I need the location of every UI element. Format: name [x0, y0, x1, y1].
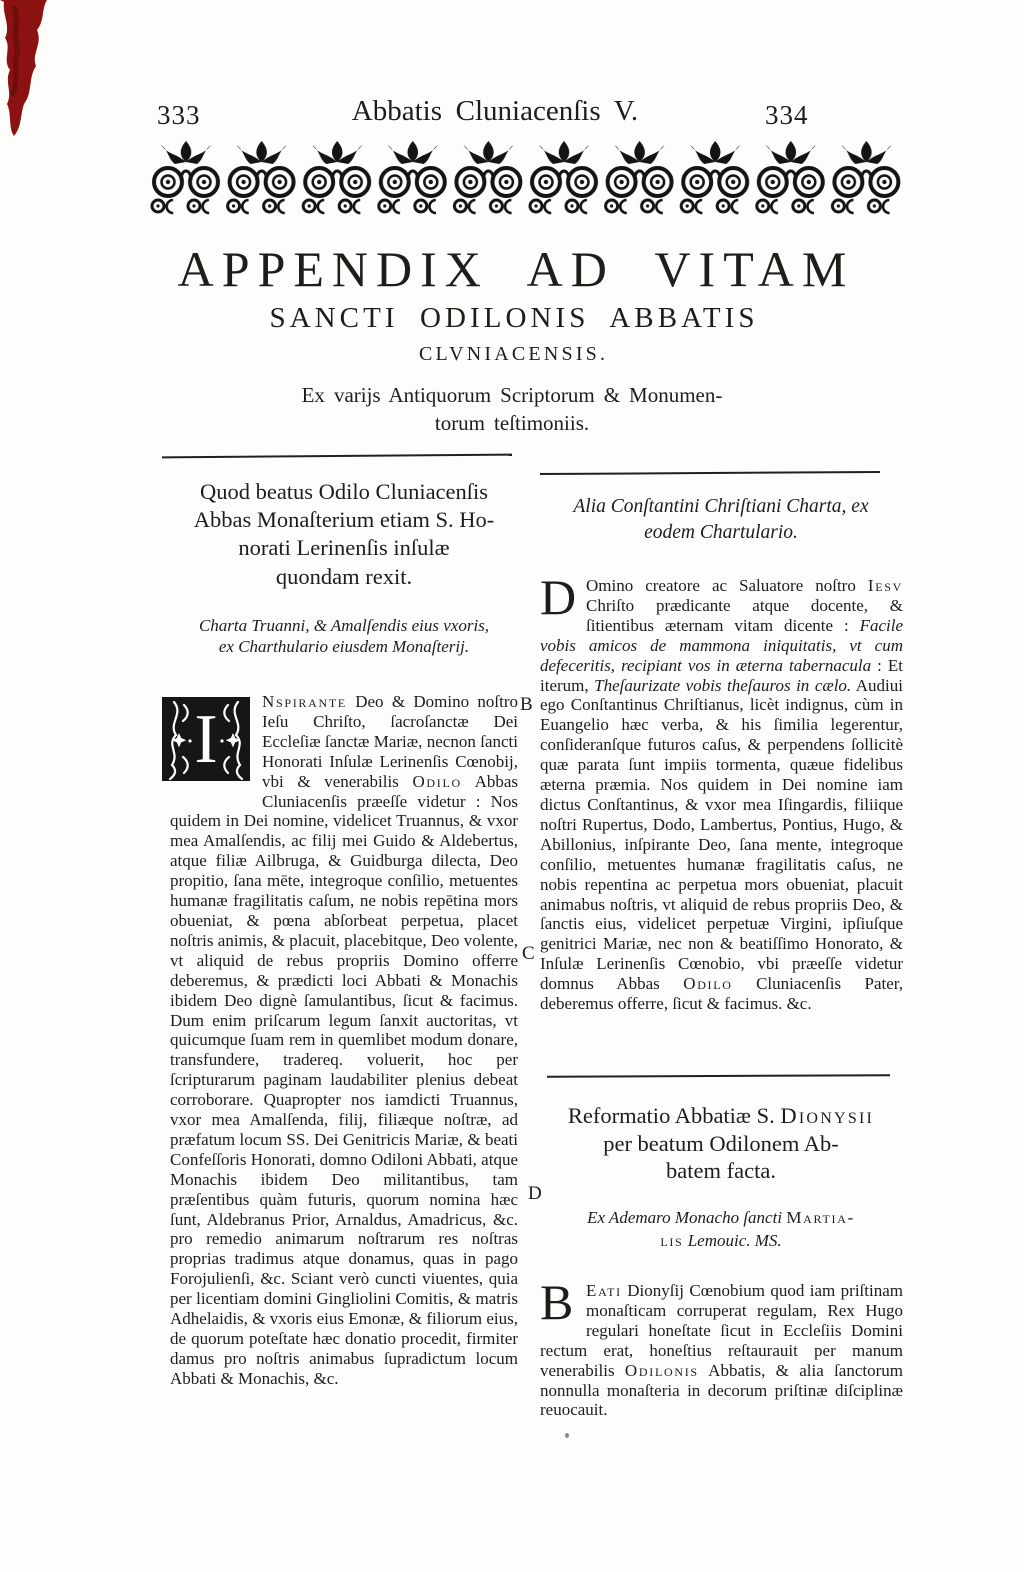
subtitle-line2: CLVNIACENSIS. [418, 343, 609, 365]
left-source-line: ex Charthulario eiusdem Monaſterij. [218, 636, 470, 656]
name-odilo: Odilo [412, 771, 462, 791]
left-column-rule [162, 454, 512, 459]
scan-speck [565, 1433, 569, 1438]
right-column-rule [540, 471, 880, 475]
margin-letter-c: C [522, 943, 535, 964]
right-heading1-line: Alia Conſtantini Chriſtiani Charta, ex [573, 496, 869, 517]
drop-cap-b: B [540, 1274, 574, 1330]
paragraph-text: Abbatis, & alia ſanctorum nonnulla monaſteria in decorum priſtinæ diſciplinæ reuocauit. [540, 1360, 903, 1420]
reformatio-paragraph [540, 1274, 903, 1420]
paragraph-incipit: Nspirante [262, 692, 347, 711]
left-heading-line: quondam rexit. [275, 563, 413, 589]
name-odilo: Odilo [683, 974, 733, 994]
reformatio-heading [540, 1102, 902, 1185]
subtitle-line1: SANCTI ODILONIS ABBATIS [269, 302, 759, 334]
name-odilonis: Odilonis [624, 1360, 699, 1380]
paragraph-text: Dionyſij Cœnobium quod iam priſtinam monaſticam corruperat regulam, Rex Hugo regulari honeſtate ſicut in Eccleſiis Domini rectum erat, honeſtius reſtaurauit per manum venerabilis [540, 1281, 903, 1380]
left-source-note [170, 616, 518, 657]
right-heading1-line: eodem Chartulario. [644, 521, 798, 543]
running-title: Abbatis Cluniacenſis V. [351, 95, 639, 127]
margin-letter-d: D [528, 1183, 542, 1204]
decorated-initial-i [162, 697, 250, 781]
paragraph-text: : Et iterum, [540, 655, 903, 695]
charter-paragraph-constantinus [540, 569, 904, 1014]
right-source-note [540, 1206, 902, 1252]
left-source-line: Charta Truanni, & Amalſendis eius vxoris, [198, 616, 490, 635]
paragraph-text: Audiui ego Conſtantinus Chriſtianus, licèt indignus, cùm in Euangelio hæc verba, & his ſimilia legerentur, conſideranſque futuros caſus, & perpendens ſollicitè quæ parata ſunt impiis tormenta, quæue fidelibus æterna præmia. Nos quidem in Dei nomine iam dictus Conſtantinus, & vxor mea Iſingardis, filiique noſtri Rupertus, Dodo, Lambertus, Pontius, Hugo, & Abillonius, inſpirante Deo, ſana mente, integroque conſilio, metuentes humanæ fragilitatis caſus, ne nobis repentina ac perpetua mors obueniat, placuit animabus noſtris, vt aliquid de rebus propriis Deo, & ſanctis eius, videlicet perpetuæ Virgini, ipſiuſque genitrici Mariæ, nec non & beatiſſimo Honorato, & Inſulæ Lerinenſis Cœnobio, vbi præeſſe videtur domnus Abbas [540, 675, 903, 994]
heading-text: Reformatio Abbatiæ S. [567, 1103, 781, 1128]
page-number-right: 334 [765, 100, 809, 130]
page-number-left: 333 [157, 100, 201, 130]
decorated-initial-block [162, 697, 252, 803]
paragraph-text: Deo & Domino noſtro Ieſu Chriſto, ſacroſanctæ Dei Eccleſiæ ſanctæ Mariæ, necnon ſancti Honorati Inſulæ Lerinenſis Cœnobij, vbi & venerabilis [262, 692, 518, 791]
left-heading-line: norati Lerinenſis inſulæ [238, 535, 450, 561]
paragraph-text: Cluniacenſis Pater, deberemus offerre, ſicut & facimus. &c. [540, 974, 904, 1014]
paragraph-text: Abbas Cluniacenſis præeſſe videtur : Nos quidem in Dei nomine, videlicet Truannus, & vxor mea Amalſendis, ac filij mei Guido & Aldebertus, atque filiæ Ailbruga, & Guidburga dilecta, Deo propitio, ſana mēte, integroque conſilio, metuentes humanæ fragilitatis caſum, ne nobis repētina mors obueniat, & pœna abſorbeat perpetua, placet noſtris animis, & placuit, placebitque, Deo volente, vt aliquid de rebus propriis Domino offerre deberemus, & prædicti loci Abbati & Monachis ibidem Deo dignè ſamulantibus, ſicut & facimus. Dum enim priſcarum legum ſanxit auctoritas, vt quicumque ſuam rem in quemlibet modum donare, transfundere, tradereq. voluerit, hoc per ſcripturarum paginam laudabiliter plenius debeat corroborare. Quapropter nos iamdicti Truannus, vxor mea Amalſenda, filij, filiæque noſtræ, ad præfatum locum SS. Dei Genitricis Mariæ, & beati Confeſſoris Honorati, domno Odiloni Abbati, atque Monachis ibidem Deo militantibus, tam præſentibus quàm futuris, quorum nomina hæc ſunt, Aldebranus Prior, Arnaldus, Amadricus, &c. pro remedio animarum noſtrarum res noſtras proprias tradimus atque donamus, quas in pago Forojulienſi, &c. Sciant verò cuncti viuentes, quia per licentiam domini Gingliolini Comitis, & matris Adhelaidis, & vxoris eius Emonæ, & filiorum eius, de quorum poteſtate hæc donatio procedit, firmiter damus pro noſtris animabus ſupradictum locum Abbati & Monachis, &c. [170, 771, 519, 1388]
right-source-line [540, 1229, 902, 1252]
section-divider-rule [547, 1074, 890, 1077]
left-heading-line: Abbas Monaſterium etiam S. Ho- [193, 507, 495, 533]
main-title: APPENDIX AD VITAM [177, 241, 855, 297]
source-text: Lemouic. MS. [683, 1231, 782, 1250]
reformatio-heading-line: batem facta. [666, 1158, 776, 1183]
reformatio-heading-line [540, 1102, 902, 1130]
left-section-heading [170, 478, 518, 591]
ink-stain [0, 0, 52, 138]
left-heading-line: Quod beatus Odilo Cluniacenſis [199, 479, 489, 504]
scripture-quote: Theſaurizate vobis theſauros in cælo. [594, 675, 852, 695]
right-section-heading-italic [540, 494, 902, 545]
paragraph-text: Chriſto prædicante atque docente, & ſitientibus æternam vitam dicente : [586, 595, 903, 635]
paragraph-text: Omino creatore ac Saluatore noſtro [586, 576, 868, 595]
name-martialis: lis [660, 1231, 684, 1250]
scripture-quote: Facile vobis amicos de mammona iniquitatis, vt cum defeceritis, recipiant vos in æterna tabernacula [540, 615, 903, 675]
right-source-line [540, 1206, 902, 1229]
reformatio-heading-line: per beatum Odilonem Ab- [603, 1130, 839, 1156]
ornament-band [148, 140, 904, 216]
name-dionysii: Dionysii [780, 1103, 875, 1128]
source-text: Ex Ademaro Monacho ſancti [587, 1208, 787, 1227]
nomen-sacrum-iesv: Iesv [867, 576, 903, 595]
paragraph-incipit: Eati [586, 1281, 622, 1300]
margin-letter-b: B [520, 694, 533, 715]
charter-paragraph-truannus [170, 692, 518, 1389]
name-martialis: Martia- [786, 1208, 855, 1227]
drop-cap-d: D [540, 569, 577, 625]
initial-letter: I [194, 701, 218, 778]
byline-line1: Ex varijs Antiquorum Scriptorum & Monumen- [301, 383, 723, 407]
byline-line2: torum teſtimoniis. [434, 411, 590, 435]
